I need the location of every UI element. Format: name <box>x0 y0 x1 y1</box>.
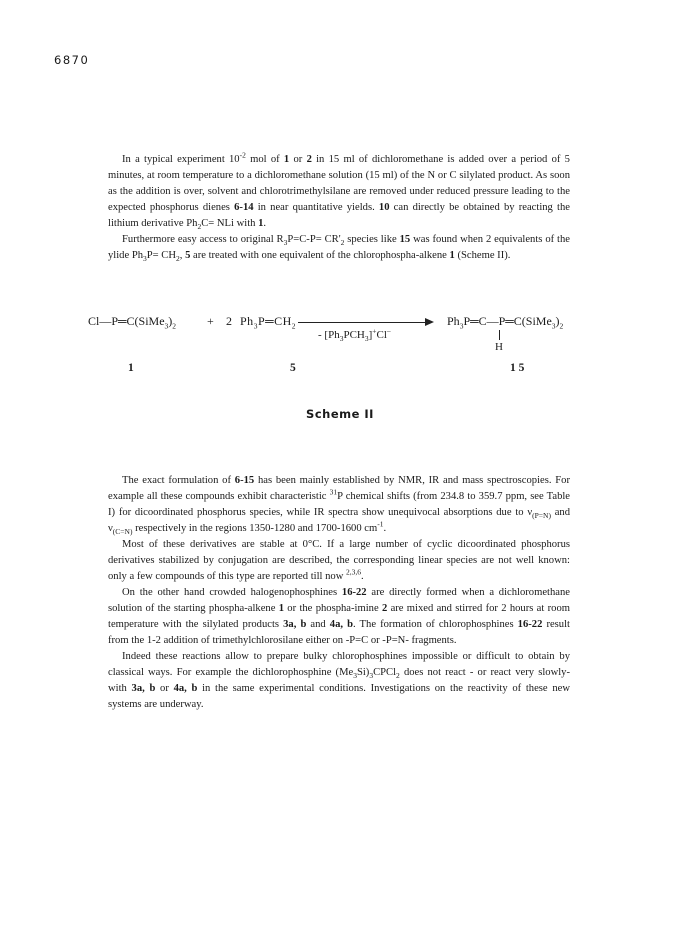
paragraph-5: On the other hand crowded halogenophosphines 16-22 are directly formed when a dichloromethane solution of the starting phospha-alkene 1 or the phospha-imine 2 are mixed and stirred for 2 hours at room temperature with the silylated products 3a, b and 4a, b. The formation of chlorophosphines 16-22 result from the 1-2 addition of trimethylchlorosilane either on -P=C or -P=N- fragments. <box>108 587 570 646</box>
compound-label-5: 5 <box>290 362 296 374</box>
paragraph-3: The exact formulation of 6-15 has been mainly established by NMR, IR and mass spectroscopies. For example all these compounds exhibit characteristic $^{31}$P chemical shifts (from 234.8 to 359.7 ppm, see Table I) for dicoordinated phosphorus species, while IR spectra show unequivocal absorptions due to $\nu_{(P=N)}$ and $\nu_{(C=N)}$ respectively in the regions 1350-1280 and 1700-1600 $cm^{-1}$. <box>108 475 571 537</box>
page-number: 6870 <box>54 53 90 67</box>
scheme-ii-equation <box>0 300 680 390</box>
reaction-arrow <box>298 322 428 323</box>
paragraph-1: In a typical experiment $10^{-2}$ mol of 1 or 2 in 15 ml of dichloromethane is added over a period of 5 minutes, at room temperature to a dichloromethane solution (15 ml) of the N or C silylated product. As soon as the addition is over, solvent and chlorotrimethylsilane are removed under reduced pressure leading to the expected phosphorus dienes 6-14 in near quantitative yields. 10 can directly be obtained by reacting the lithium derivative $Ph_2C=$ NLi with 1. <box>108 150 570 232</box>
product-hydrogen: H <box>495 341 503 353</box>
product-15: $Ph_3P═C—P═C(SiMe_3)_2$ <box>447 314 564 331</box>
text-block-top <box>108 152 570 264</box>
reactant-ylide: $Ph_3P═CH_2$ <box>240 314 297 331</box>
reactant-chlorophospha-alkene: $Cl—P═C(SiMe_3)_2$ <box>88 314 177 331</box>
paragraph-2: Furthermore easy access to original $R_3P=C-P= CR'_2$ species like 15 was found when 2 equivalents of the ylide $Ph_3P= CH_2$, 5 are treated with one equivalent of the chlorophospha-alkene 1 (Scheme II). <box>108 234 570 264</box>
plus-sign: + <box>207 314 214 328</box>
byproduct-phosphonium-salt: - $[Ph_3PCH_3]^+Cl^-$ <box>318 326 391 344</box>
reaction-arrow-head <box>425 318 434 326</box>
compound-label-1: 1 <box>128 362 134 374</box>
compound-label-15: 1 5 <box>510 362 525 374</box>
scheme-title: Scheme II <box>306 407 374 421</box>
stoichiometric-coefficient: 2 <box>226 314 232 328</box>
paragraph-4: Most of these derivatives are stable at 0°C. If a large number of cyclic dicoordinated phosphorus derivatives stabilized by conjugation are described, the corresponding linear species are not well known: only a few compounds of this type are reported till now $^{2,3,6}$. <box>108 539 570 582</box>
paragraph-6: Indeed these reactions allow to prepare bulky chlorophosphines impossible or difficult to obtain by classical ways. For example the dichlorophosphine $(Me_3Si)_3CPCl_2$ does not react - or react very slowly- with 3a, b or 4a, b in the same experimental conditions. Investigations on the reactivity of these new systems are underway. <box>108 651 570 710</box>
c-h-bond <box>499 330 500 340</box>
text-block-bottom <box>108 473 570 713</box>
